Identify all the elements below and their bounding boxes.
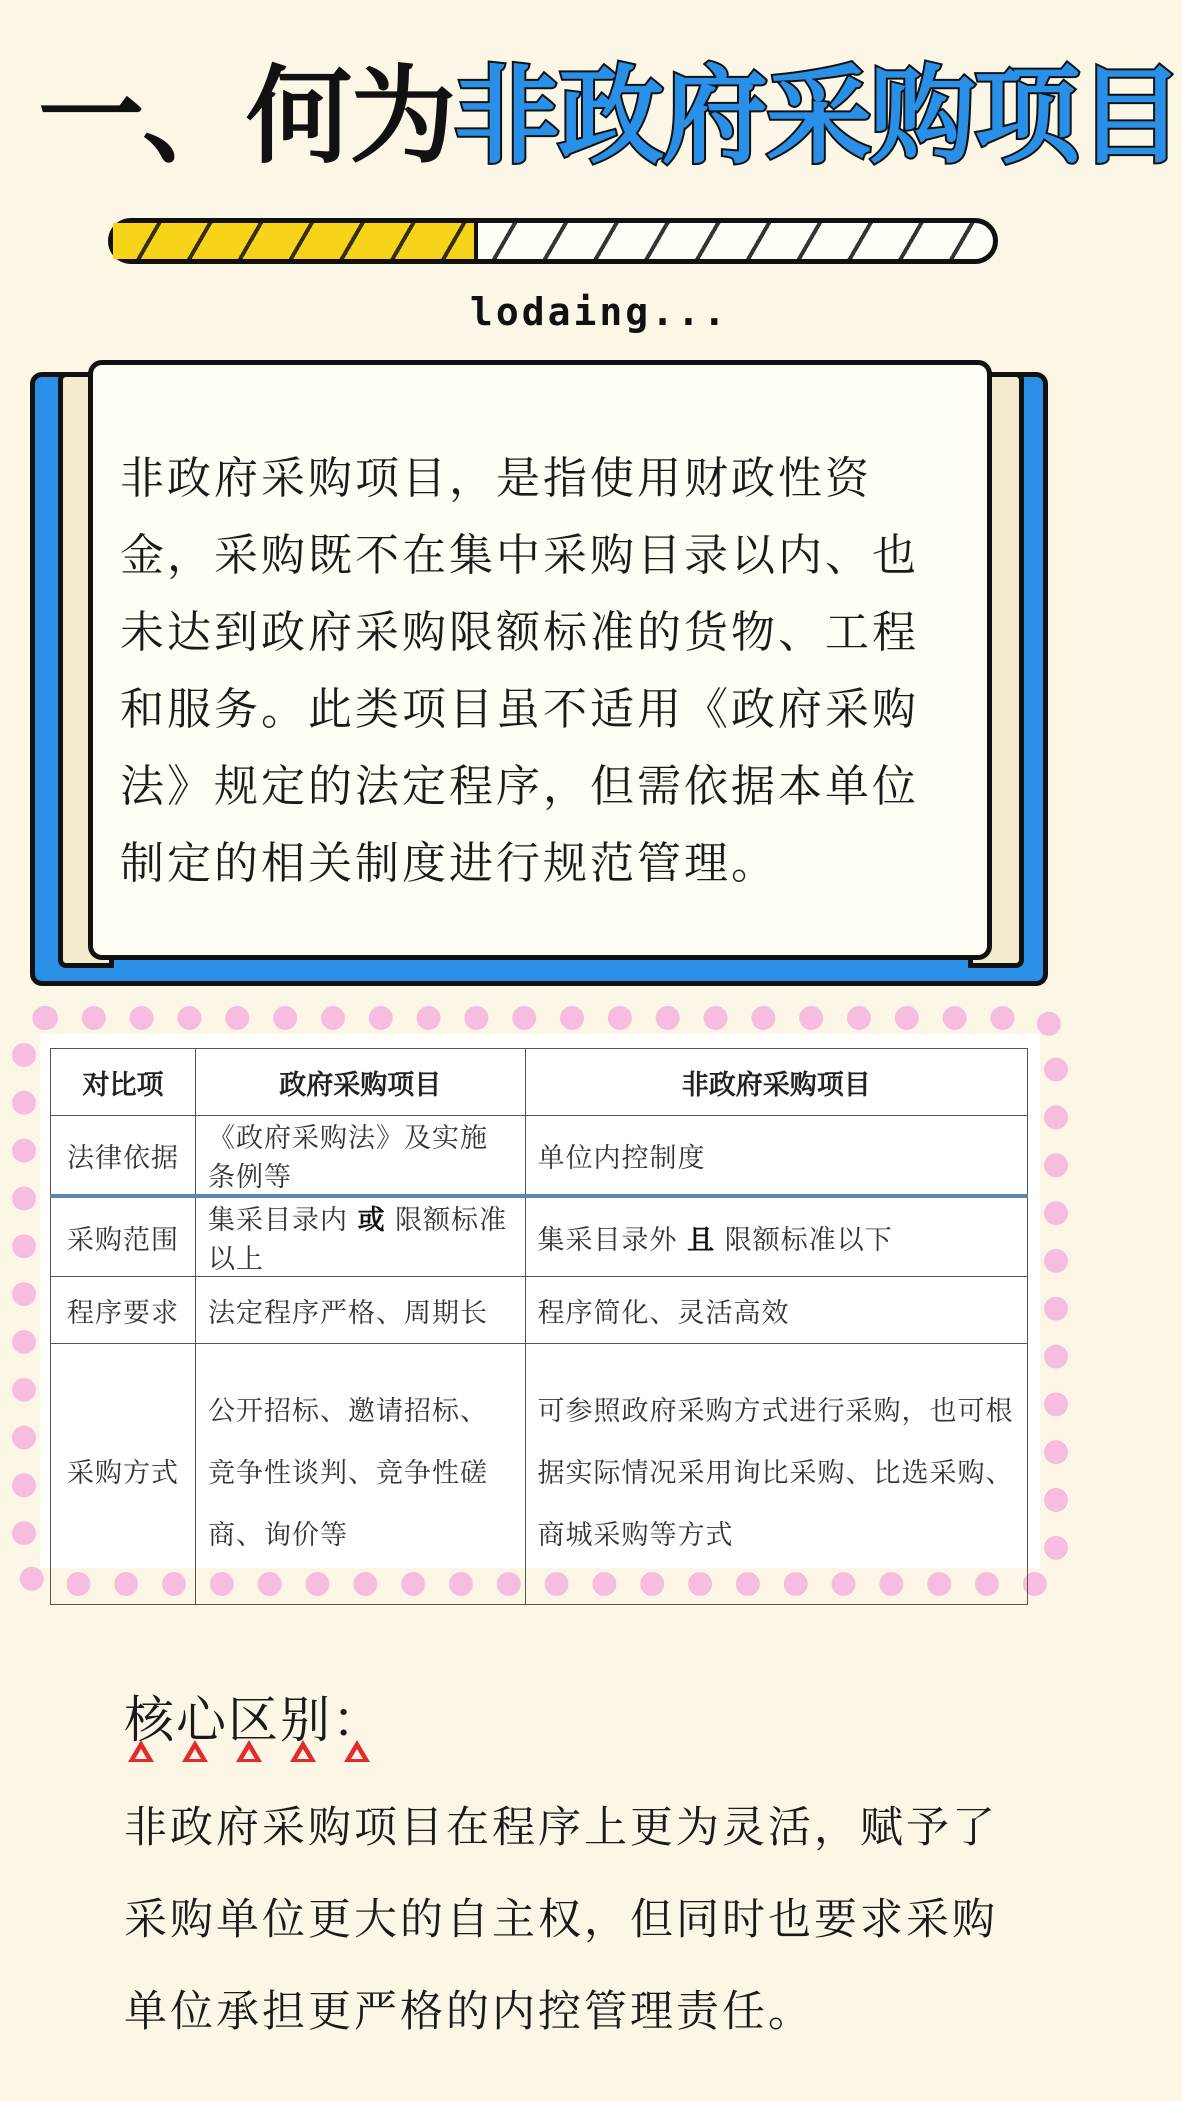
row-item: 程序要求	[51, 1277, 196, 1344]
warning-triangle-icon	[182, 1740, 208, 1762]
nongov-scope-b: 限额标准以下	[715, 1224, 893, 1256]
loading-bar	[108, 218, 998, 264]
title-prefix: 一、何为	[38, 55, 454, 178]
nongov-scope-operator: 且	[687, 1224, 716, 1256]
core-text: 非政府采购项目在程序上更为灵活，赋予了采购单位更大的自主权，但同时也要求采购单位承担更严格的内控管理责任。	[124, 1803, 998, 2037]
row-nongov: 程序简化、灵活高效	[525, 1277, 1027, 1344]
table-row	[51, 1196, 1028, 1277]
warning-triangle-icon	[344, 1740, 370, 1762]
row-nongov: 可参照政府采购方式进行采购，也可根据实际情况采用询比采购、比选采购、商城采购等方式	[525, 1344, 1027, 1605]
table-row	[51, 1344, 1028, 1605]
header-item: 对比项	[51, 1049, 196, 1116]
header-gov: 政府采购项目	[196, 1049, 526, 1116]
definition-text: 非政府采购项目，是指使用财政性资金，采购既不在集中采购目录以内、也未达到政府采购限额标准的货物、工程和服务。此类项目虽不适用《政府采购法》规定的法定程序，但需依据本单位制定的相关制度进行规范管理。	[120, 453, 919, 889]
row-item: 法律依据	[51, 1116, 196, 1197]
page-title	[38, 52, 1182, 182]
row-gov: 公开招标、邀请招标、竞争性谈判、竞争性磋商、询价等	[196, 1344, 526, 1605]
row-gov: 法定程序严格、周期长	[196, 1277, 526, 1344]
table-row	[51, 1277, 1028, 1344]
core-title: 核心区别：	[124, 1691, 384, 1749]
row-nongov: 单位内控制度	[525, 1116, 1027, 1197]
loading-bar-stripes	[113, 223, 993, 259]
warning-triangle-icon	[128, 1740, 154, 1762]
warning-triangles	[128, 1740, 370, 1770]
table-row	[51, 1116, 1028, 1197]
row-gov: 《政府采购法》及实施条例等	[196, 1116, 526, 1197]
warning-triangle-icon	[290, 1740, 316, 1762]
loading-text: lodaing...	[470, 290, 729, 334]
comparison-table	[50, 1048, 1028, 1605]
warning-triangle-icon	[236, 1740, 262, 1762]
row-gov	[196, 1196, 526, 1277]
header-nongov: 非政府采购项目	[525, 1049, 1027, 1116]
row-nongov	[525, 1196, 1027, 1277]
gov-scope-a: 集采目录内	[208, 1205, 358, 1236]
nongov-scope-a: 集采目录外	[537, 1224, 688, 1256]
row-item: 采购范围	[51, 1196, 196, 1277]
table-header-row	[51, 1049, 1028, 1116]
row-item: 采购方式	[51, 1344, 196, 1605]
title-highlight: 非政府采购项目	[454, 55, 1182, 178]
gov-scope-operator: 或	[357, 1205, 386, 1236]
gov-scope-b: 限额标准以上	[208, 1205, 508, 1275]
